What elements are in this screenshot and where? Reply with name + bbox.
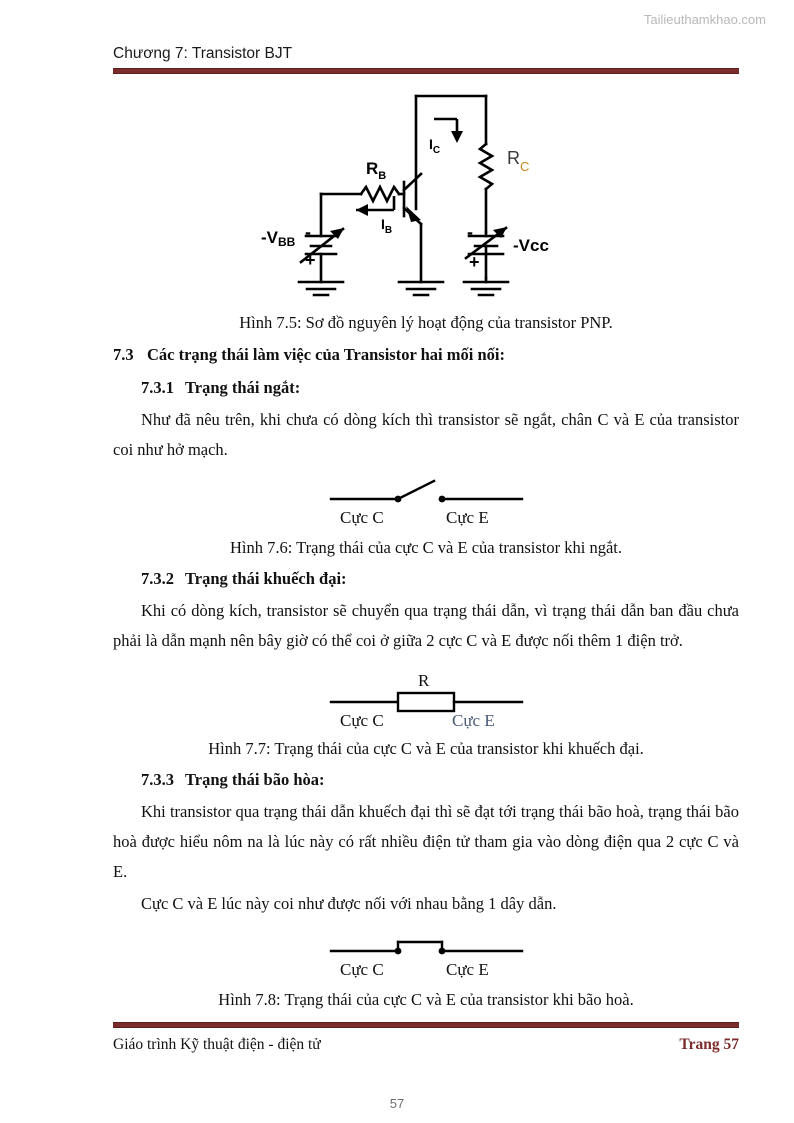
- vbb-minus-sign: -: [305, 222, 311, 242]
- section-7-3-1-title: Trạng thái ngắt:: [185, 378, 301, 397]
- section-7-3-2-title: Trạng thái khuếch đại:: [185, 569, 347, 588]
- figure-7-8-left-label: Cực C: [340, 960, 384, 979]
- section-7-3-3-body-2: Cực C và E lúc này coi như được nối với nhau bằng 1 dây dẫn.: [141, 894, 557, 913]
- pnp-circuit-diagram: [261, 86, 591, 304]
- resistor-diagram: [326, 668, 526, 730]
- figure-7-8-right-label: Cực E: [446, 960, 489, 979]
- rb-label: $R_B$: [366, 159, 387, 182]
- figure-7-6-left-label: Cực C: [340, 508, 384, 527]
- vbb-label: -VBB: [261, 228, 296, 249]
- ib-label: $I_B$: [381, 216, 393, 236]
- pnp-emitter-arrowhead: [406, 206, 421, 222]
- document-content: [113, 86, 739, 1013]
- figure-7-5-caption: Hình 7.5: Sơ đồ nguyên lý hoạt động của transistor PNP.: [239, 313, 613, 332]
- ic-label: $I_C$: [429, 136, 441, 156]
- switch-pivot-left: [395, 496, 402, 503]
- figure-7-6: [113, 473, 739, 529]
- figure-7-8-caption: Hình 7.8: Trạng thái của cực C và E của transistor khi bão hoà.: [218, 990, 634, 1009]
- closed-switch-pivot-left: [395, 948, 402, 955]
- footer-page-label: Trang 57: [679, 1036, 739, 1053]
- section-7-3-1-number: 7.3.1: [141, 378, 174, 397]
- footer-rule: [113, 1022, 739, 1028]
- rc-label: $R_C$: [507, 148, 530, 174]
- chapter-title: Chương 7: Transistor BJT: [113, 45, 293, 62]
- section-7-3-3-body-1: Khi transistor qua trạng thái dẫn khuếch đại thì sẽ đạt tới trạng thái bão hoà, trạng thái bão hoà được hiểu nôm na là lúc này có rất nhiều điện tử tham gia vào dòng điện qua 2 cực C và E.: [113, 802, 739, 881]
- closed-switch-pivot-right: [439, 948, 446, 955]
- section-7-3-heading: [113, 340, 739, 370]
- closed-switch-diagram: [326, 929, 526, 981]
- watermark-text: Tailieuthamkhao.com: [643, 12, 766, 27]
- header-rule: [113, 68, 739, 74]
- section-7-3-2-number: 7.3.2: [141, 569, 174, 588]
- running-header: [113, 44, 739, 63]
- figure-7-7-right-label: Cực E: [452, 711, 495, 730]
- figure-7-6-caption: Hình 7.6: Trạng thái của cực C và E của transistor khi ngắt.: [229, 538, 623, 557]
- vcc-minus-sign: -: [467, 222, 473, 242]
- figure-7-5: [113, 86, 739, 304]
- switch-pivot-right: [439, 496, 446, 503]
- section-7-3-3-title: Trạng thái bão hòa:: [185, 770, 325, 789]
- section-7-3-1-body: Như đã nêu trên, khi chưa có dòng kích thì transistor sẽ ngắt, chân C và E của transistor coi như hở mạch.: [113, 410, 739, 459]
- figure-7-6-right-label: Cực E: [446, 508, 489, 527]
- open-switch-diagram: [326, 473, 526, 529]
- figure-7-7-caption: Hình 7.7: Trạng thái của cực C và E của transistor khi khuếch đại.: [208, 739, 644, 758]
- figure-7-7-left-label: Cực C: [340, 711, 384, 730]
- figure-7-8: [113, 929, 739, 981]
- running-footer: [113, 1036, 739, 1054]
- footer-book-title: Giáo trình Kỹ thuật điện - điện tử: [113, 1036, 321, 1053]
- section-7-3-title: Các trạng thái làm việc của Transistor hai mối nối:: [147, 345, 505, 364]
- section-7-3-1-heading: [113, 373, 739, 403]
- vcc-plus-sign: +: [469, 252, 480, 272]
- section-7-3-3-number: 7.3.3: [141, 770, 174, 789]
- section-7-3-number: 7.3: [113, 345, 134, 364]
- figure-7-7-resistor-label: R: [418, 671, 430, 690]
- vbb-plus-sign: +: [305, 250, 316, 270]
- section-7-3-2-heading: [113, 564, 739, 594]
- section-7-3-3-heading: [113, 765, 739, 795]
- vcc-label: -Vcc: [513, 236, 549, 255]
- figure-7-7: [113, 668, 739, 730]
- section-7-3-2-body: Khi có dòng kích, transistor sẽ chuyển qua trạng thái dẫn, vì trạng thái dẫn ban đầu chưa phải là dẫn mạnh nên bây giờ có thể coi ở giữa 2 cực C và E được nối thêm 1 điện trở.: [113, 601, 739, 650]
- page-number: 57: [389, 1096, 405, 1111]
